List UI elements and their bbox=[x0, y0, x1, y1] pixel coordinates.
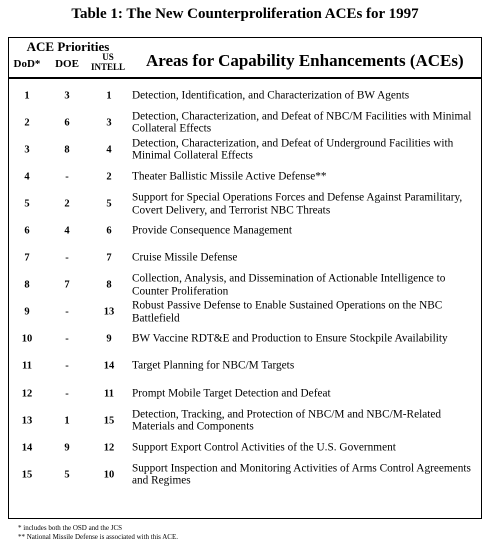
table-row bbox=[9, 434, 479, 461]
dod-priority-cell: 8 bbox=[24, 279, 30, 291]
footnote-2: ** National Missile Defense is associated with this ACE. bbox=[18, 533, 179, 541]
us-intell-priority-cell: 9 bbox=[106, 333, 112, 345]
dod-priority-cell: 11 bbox=[22, 360, 32, 372]
doe-priority-cell: - bbox=[65, 252, 69, 264]
ace-area-cell: Prompt Mobile Target Detection and Defeat bbox=[132, 387, 331, 400]
table-row bbox=[9, 136, 479, 163]
doe-priority-cell: 8 bbox=[64, 144, 70, 156]
us-intell-priority-cell: 14 bbox=[103, 360, 115, 372]
ace-table-body bbox=[9, 82, 479, 488]
table-row bbox=[9, 380, 479, 407]
us-intell-column-header bbox=[86, 52, 130, 72]
ace-area-cell: BW Vaccine RDT&E and Production to Ensure Stockpile Availability bbox=[132, 333, 448, 346]
table-row bbox=[9, 163, 479, 190]
dod-priority-cell: 4 bbox=[24, 171, 30, 183]
table-row bbox=[9, 245, 479, 272]
ace-area-cell: Theater Ballistic Missile Active Defense** bbox=[132, 170, 327, 183]
table-row bbox=[9, 407, 479, 434]
doe-priority-cell: 5 bbox=[64, 469, 70, 481]
us-intell-priority-cell: 15 bbox=[103, 415, 115, 427]
ace-area-cell: Cruise Missile Defense bbox=[132, 251, 238, 264]
ace-area-cell: Support Export Control Activities of the U.S. Government bbox=[132, 441, 396, 454]
dod-priority-cell: 1 bbox=[24, 90, 30, 102]
us-intell-priority-cell: 11 bbox=[104, 388, 114, 400]
table-row bbox=[9, 272, 479, 299]
us-intell-priority-cell: 4 bbox=[106, 144, 112, 156]
us-intell-priority-cell: 6 bbox=[106, 225, 112, 237]
footnotes bbox=[18, 524, 178, 542]
doe-priority-cell: 1 bbox=[64, 415, 70, 427]
table-row bbox=[9, 353, 479, 380]
ace-area-cell: Detection, Characterization, and Defeat of Underground Facilities with Minimal Collateral Effects bbox=[132, 137, 454, 162]
doe-priority-cell: 7 bbox=[64, 279, 70, 291]
ace-area-cell: Detection, Identification, and Characterization of BW Agents bbox=[132, 89, 410, 102]
dod-priority-cell: 14 bbox=[21, 442, 33, 454]
us-intell-priority-cell: 8 bbox=[106, 279, 112, 291]
table-row bbox=[9, 190, 479, 217]
header-divider bbox=[9, 77, 481, 79]
us-intell-priority-cell: 2 bbox=[106, 171, 112, 183]
us-intell-header-line2: INTELL bbox=[90, 62, 125, 72]
ace-area-cell: Detection, Tracking, and Protection of NBC/M and NBC/M-Related Materials and Components bbox=[132, 408, 442, 433]
table-row bbox=[9, 217, 479, 244]
table-row bbox=[9, 109, 479, 136]
doe-priority-cell: - bbox=[65, 388, 69, 400]
us-intell-priority-cell: 1 bbox=[106, 90, 112, 102]
table-title: Table 1: The New Counterproliferation ACEs for 1997 bbox=[71, 6, 419, 22]
dod-priority-cell: 13 bbox=[21, 415, 33, 427]
table-row bbox=[9, 326, 479, 353]
dod-priority-cell: 15 bbox=[21, 469, 33, 481]
dod-priority-cell: 12 bbox=[21, 388, 33, 400]
dod-priority-cell: 3 bbox=[24, 144, 30, 156]
dod-priority-cell: 9 bbox=[24, 306, 30, 318]
doe-priority-cell: 3 bbox=[64, 90, 70, 102]
dod-priority-cell: 6 bbox=[24, 225, 30, 237]
doe-priority-cell: 2 bbox=[64, 198, 70, 210]
ace-area-cell: Support for Special Operations Forces and Defense Against Paramilitary, Covert Delivery, and Terrorist NBC Threats bbox=[132, 191, 463, 216]
ace-area-cell: Detection, Characterization, and Defeat of NBC/M Facilities with Minimal Collateral Effects bbox=[132, 110, 472, 135]
doe-priority-cell: 6 bbox=[64, 117, 70, 129]
dod-priority-cell: 10 bbox=[21, 333, 33, 345]
doe-column-header: DOE bbox=[55, 58, 79, 70]
dod-column-header: DoD* bbox=[13, 58, 41, 70]
us-intell-priority-cell: 7 bbox=[106, 252, 112, 264]
us-intell-priority-cell: 5 bbox=[106, 198, 112, 210]
us-intell-priority-cell: 3 bbox=[106, 117, 112, 129]
dod-priority-cell: 2 bbox=[24, 117, 30, 129]
doe-priority-cell: 9 bbox=[64, 442, 70, 454]
dod-priority-cell: 7 bbox=[24, 252, 30, 264]
areas-column-header: Areas for Capability Enhancements (ACEs) bbox=[146, 51, 464, 70]
dod-priority-cell: 5 bbox=[24, 198, 30, 210]
ace-area-cell: Provide Consequence Management bbox=[132, 224, 292, 237]
table-row bbox=[9, 299, 479, 326]
doe-priority-cell: - bbox=[65, 306, 69, 318]
ace-area-cell: Support Inspection and Monitoring Activities of Arms Control Agreements and Regimes bbox=[132, 462, 471, 487]
doe-priority-cell: - bbox=[65, 171, 69, 183]
footnote-1: * includes both the OSD and the JCS bbox=[18, 524, 123, 532]
doe-priority-cell: 4 bbox=[64, 225, 70, 237]
ace-priorities-header: ACE Priorities bbox=[26, 39, 110, 54]
table-row bbox=[9, 82, 479, 109]
doe-priority-cell: - bbox=[65, 360, 69, 372]
ace-area-cell: Robust Passive Defense to Enable Sustained Operations on the NBC Battlefield bbox=[132, 299, 443, 325]
ace-area-cell: Target Planning for NBC/M Targets bbox=[132, 360, 295, 373]
us-intell-priority-cell: 10 bbox=[103, 469, 115, 481]
us-intell-priority-cell: 12 bbox=[103, 442, 115, 454]
ace-area-cell: Collection, Analysis, and Dissemination of Actionable Intelligence to Counter Proliferation bbox=[132, 272, 446, 298]
table-row bbox=[9, 461, 479, 488]
doe-priority-cell: - bbox=[65, 333, 69, 345]
us-intell-header-line1: US bbox=[102, 52, 114, 62]
us-intell-priority-cell: 13 bbox=[103, 306, 115, 318]
